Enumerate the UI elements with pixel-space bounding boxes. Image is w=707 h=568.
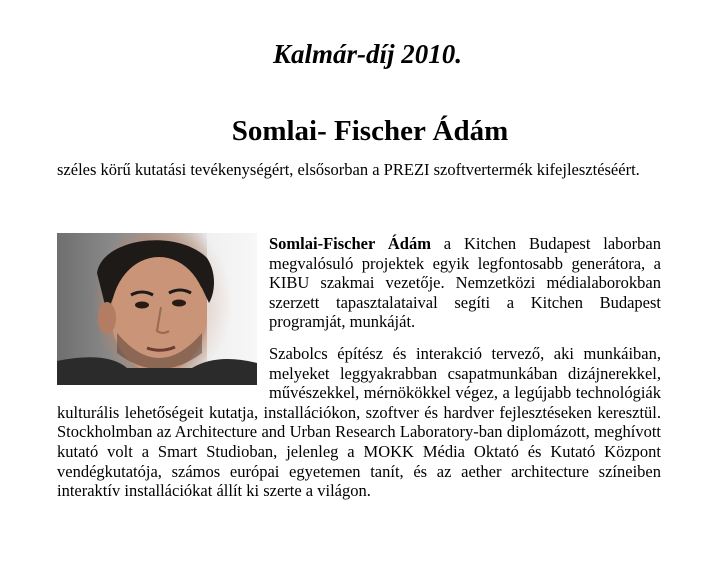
person-name: Somlai- Fischer Ádám bbox=[231, 115, 509, 147]
photo-spacer bbox=[57, 234, 269, 385]
biography bbox=[57, 234, 661, 513]
bio-lead-name: Somlai-Fischer Ádám bbox=[269, 234, 431, 253]
award-reason: széles körű kutatási tevékenységért, elsősorban a PREZI szoftvertermék kifejlesztéséért. bbox=[57, 160, 640, 179]
award-title: Kalmár-díj 2010. bbox=[272, 39, 462, 69]
bio-paragraph-1-text: a Kitchen Budapest laborban megvalósuló projektek egyik legfontosabb generátora, a KIBU szakmai vezetője. Nemzetközi médialaborokban szerzett tapasztalataival segíti a Kitchen Budapest programját, munkáját. bbox=[269, 234, 661, 332]
bio-paragraph-2: Szabolcs építész és interakció tervező, aki munkáiban, melyeket leggyakrabban csapatmunkában dizájnerekkel, művészekkel, mérnökökkel végez, a legújabb technológiák kulturális lehetőségeit kutatja, installációkon, szoftver és hardver fejlesztéseken keresztül. Stockholmban az Architecture and Urban Research Laboratory-ban diplomázott, meghívott kutató volt a Smart Studioban, jelenleg a MOKK Média Oktató és Kutató Központ vendégkutatója, számos európai egyetemen tanít, és az aether architecture színeiben interaktív installációkat állít ki szerte a világon. bbox=[57, 343, 661, 501]
